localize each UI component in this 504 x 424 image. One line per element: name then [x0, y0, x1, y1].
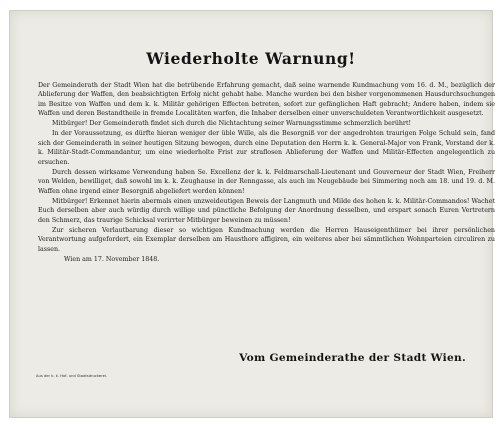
signature: Vom Gemeinderathe der Stadt Wien. — [239, 352, 466, 364]
poster-title: Wiederholte Warnung! — [146, 49, 356, 68]
paragraph-permission: Durch dessen wirksame Verwendung haben Se. Excellenz der k. k. Feldmarschall-Lieutenant und Gouverneur der Stadt Wien, Freiherr von Welden, bewilliget, daß sowohl im k. k. Zeughause in der Renngasse, als auch im Neugebäude bei Simmering noch am 18. und 19. d. M. Waffen ohne irgend einer Besorgniß abgeliefert werden können! — [38, 168, 495, 195]
printer-imprint: Aus der k. k. Hof- und Staatsdruckerei. — [36, 374, 108, 378]
paragraph-intro: Der Gemeinderath der Stadt Wien hat die betrübende Erfahrung gemacht, daß seine warnende Kundmachung vom 16. d. M., bezüglich der Ablieferung der Waffen, den beabsichtigten Erfolg nicht gehabt habe. Manche wurden bei den bisher vorgenommenen Hausdurchsuchungen im Besitze von Waffen und dem k. k. Militär gehörigen Effecten betreten, sofort zur gefänglichen Haft gebracht; Andere haben, indem sie Waffen und deren Bestandtheile in fremde Localitäten warfen, die Inhaber derselben einer unverschuldeten Verantwortlichkeit ausgesetzt. — [38, 82, 495, 118]
paragraph-appeal-2: Mitbürger! Erkennet hierin abermals einen unzweideutigen Beweis der Langmuth und Milde des hohen k. k. Militär-Commandos! Wachet Euch derselben aber auch würdig durch willige und pünctliche Befolgung der Anordnung desselben, und erspart sonach Euren Vertretern den Schmerz, das traurige Schicksal verirrter Mitbürger beweinen zu müssen! — [38, 197, 495, 224]
paragraph-publication: Zur sicheren Verlautbarung dieser so wichtigen Kundmachung werden die Herren Hauseigenthümer bei ihrer persönlichen Verantwortung aufgefordert, ein Exemplar derselben am Hausthore affigiren, ein weiteres aber bei sämmtlichen Wohnparteien circuliren zu lassen. — [38, 226, 495, 253]
poster-body — [38, 81, 495, 264]
paragraph-deputation: In der Voraussetzung, es dürfte hieran weniger der üble Wille, als die Besorgniß vor der angedrohten traurigen Folge Schuld sein, fand sich der Gemeinderath in seiner heutigen Sitzung bewogen, durch eine Deputation den Herrn k. k. General-Major von Frank, Vorstand der k. k. Militär-Stadt-Commandantur, um eine wiederholte Frist zur straflosen Ablieferung der Waffen und Militär-Effecten angelegentlich zu ersuchen. — [38, 130, 495, 166]
date-line: Wien am 17. November 1848. — [64, 255, 160, 263]
paragraph-appeal-1: Mitbürger! Der Gemeinderath findet sich durch die Nichtachtung seiner Warnungsstimme schmerzlich berührt! — [52, 120, 412, 128]
poster-sheet — [9, 10, 493, 418]
